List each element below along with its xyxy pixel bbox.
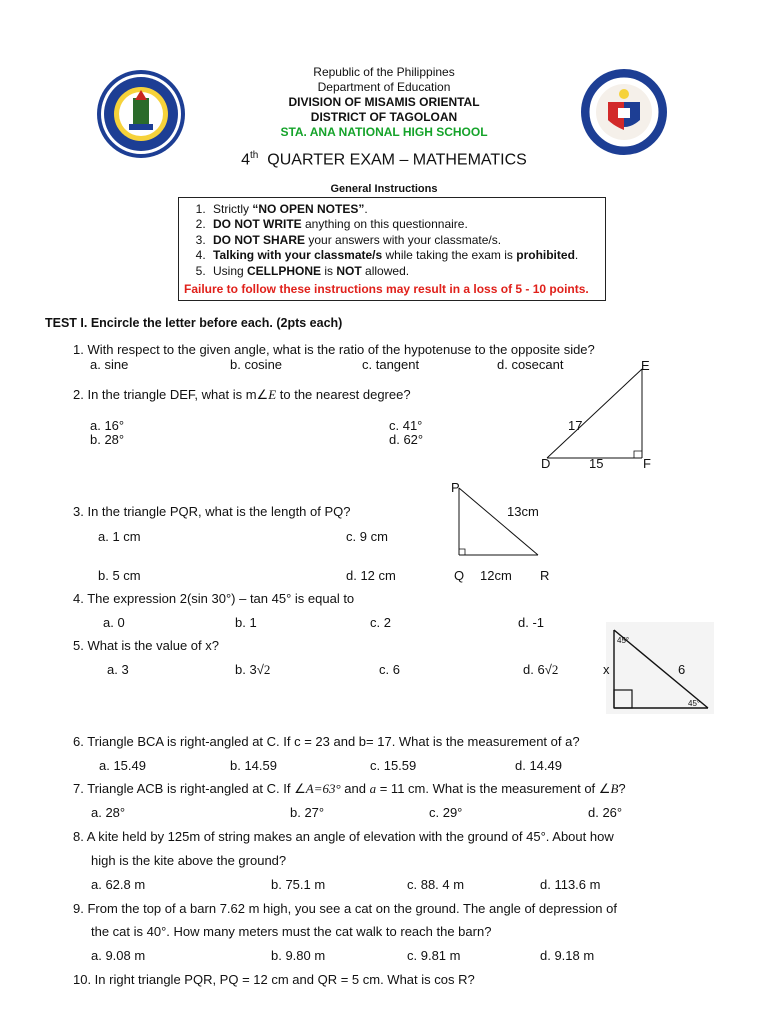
instruction-3: 3. DO NOT SHARE your answers with your classmate/s.	[209, 233, 605, 248]
question-2: 2. In the triangle DEF, what is m∠E to the nearest degree?	[73, 387, 411, 402]
side-label-hypotenuse: 6	[678, 662, 686, 677]
q2-choice-a[interactable]: a. 16°	[90, 418, 125, 433]
q7-choice-a[interactable]: a. 28°	[91, 805, 126, 820]
q6-choice-d[interactable]: d. 14.49	[515, 758, 562, 773]
vertex-label-r: R	[540, 568, 550, 583]
q5-choice-d[interactable]: d. 6√2	[523, 662, 559, 677]
instruction-2: 2. DO NOT WRITE anything on this questionnaire.	[209, 217, 605, 232]
header-division: DIVISION OF MISAMIS ORIENTAL	[288, 95, 480, 109]
instruction-5: 5. Using CELLPHONE is NOT allowed.	[209, 264, 605, 279]
q5-choice-a[interactable]: a. 3	[107, 662, 129, 677]
question-6: 6. Triangle BCA is right-angled at C. If c = 23 and b= 17. What is the measurement of a?	[73, 734, 580, 749]
exam-title	[0, 150, 768, 169]
test-heading: TEST I. Encircle the letter before each. (2pts each)	[45, 316, 343, 330]
q2-choice-b[interactable]: b. 28°	[90, 432, 125, 447]
question-3: 3. In the triangle PQR, what is the length of PQ?	[73, 504, 351, 519]
q1-choice-b[interactable]: b. cosine	[230, 357, 283, 372]
q6-choice-c[interactable]: c. 15.59	[370, 758, 417, 773]
question-9-line-1: 9. From the top of a barn 7.62 m high, you see a cat on the ground. The angle of depression of	[73, 901, 617, 916]
def-base-label: 15	[589, 456, 604, 471]
vertex-label-q: Q	[454, 568, 465, 583]
q1-choice-d[interactable]: d. cosecant	[497, 357, 564, 372]
q7-choice-b[interactable]: b. 27°	[290, 805, 325, 820]
q4-choice-a[interactable]: a. 0	[103, 615, 125, 630]
title-text: QUARTER EXAM – MATHEMATICS	[267, 151, 527, 169]
q2-choice-c[interactable]: c. 41°	[389, 418, 423, 433]
q3-choice-a[interactable]: a. 1 cm	[98, 529, 141, 544]
q2-choice-d[interactable]: d. 62°	[389, 432, 424, 447]
question-8-line-2: high is the kite above the ground?	[91, 853, 287, 868]
q7-choice-d[interactable]: d. 26°	[588, 805, 623, 820]
instructions-heading: General Instructions	[330, 183, 438, 195]
vertex-label-e: E	[641, 358, 650, 373]
def-hypotenuse-label: 17	[568, 418, 583, 433]
q7-choice-c[interactable]: c. 29°	[429, 805, 463, 820]
vertex-label-d: D	[541, 456, 551, 471]
instruction-1: 1. Strictly “NO OPEN NOTES”.	[209, 202, 605, 217]
q8-choice-b[interactable]: b. 75.1 m	[271, 877, 326, 892]
q1-choice-a[interactable]: a. sine	[90, 357, 129, 372]
header-republic: Republic of the Philippines	[313, 65, 455, 79]
header-department: Department of Education	[317, 80, 451, 94]
title-sup: th	[250, 150, 259, 161]
instructions-warning: Failure to follow these instructions may result in a loss of 5 - 10 points.	[184, 282, 589, 296]
side-label-x: x	[603, 662, 610, 677]
q6-choice-a[interactable]: a. 15.49	[99, 758, 146, 773]
vertex-label-p: P	[451, 480, 460, 495]
q3-choice-c[interactable]: c. 9 cm	[346, 529, 388, 544]
q9-choice-d[interactable]: d. 9.18 m	[540, 948, 595, 963]
q5-choice-b[interactable]: b. 3√2	[235, 662, 271, 677]
vertex-label-f: F	[643, 456, 651, 471]
question-5: 5. What is the value of x?	[73, 638, 219, 653]
q8-choice-d[interactable]: d. 113.6 m	[540, 877, 601, 892]
question-7: 7. Triangle ACB is right-angled at C. If ∠A=63° and a = 11 cm. What is the measurement of ∠B?	[73, 781, 626, 796]
header-school-name: STA. ANA NATIONAL HIGH SCHOOL	[280, 125, 488, 139]
instructions-box	[178, 197, 606, 301]
q1-choice-c[interactable]: c. tangent	[362, 357, 420, 372]
q4-choice-d[interactable]: d. -1	[518, 615, 545, 630]
instruction-4: 4. Talking with your classmate/s while taking the exam is prohibited.	[209, 248, 605, 263]
question-1: 1. With respect to the given angle, what is the ratio of the hypotenuse to the opposite side?	[73, 342, 595, 357]
question-4: 4. The expression 2(sin 30°) – tan 45° is equal to	[73, 591, 355, 606]
q3-choice-d[interactable]: d. 12 cm	[346, 568, 396, 583]
q8-choice-a[interactable]: a. 62.8 m	[91, 877, 146, 892]
question-9-line-2: the cat is 40°. How many meters must the cat walk to reach the barn?	[91, 924, 492, 939]
pqr-hypotenuse-label: 13cm	[507, 504, 539, 519]
q9-choice-b[interactable]: b. 9.80 m	[271, 948, 326, 963]
q4-choice-b[interactable]: b. 1	[235, 615, 257, 630]
q6-choice-b[interactable]: b. 14.59	[230, 758, 277, 773]
q4-choice-c[interactable]: c. 2	[370, 615, 391, 630]
q9-choice-a[interactable]: a. 9.08 m	[91, 948, 146, 963]
angle-label-bottom: 45°	[688, 699, 701, 708]
question-10: 10. In right triangle PQR, PQ = 12 cm and QR = 5 cm. What is cos R?	[73, 972, 475, 987]
angle-label-top: 45°	[617, 636, 630, 645]
triangle-pqr-figure	[450, 482, 550, 562]
q8-choice-c[interactable]: c. 88. 4 m	[407, 877, 465, 892]
header-district: DISTRICT OF TAGOLOAN	[310, 110, 458, 124]
title-number: 4	[241, 151, 251, 169]
q3-choice-b[interactable]: b. 5 cm	[98, 568, 141, 583]
q5-choice-c[interactable]: c. 6	[379, 662, 400, 677]
question-8-line-1: 8. A kite held by 125m of string makes an angle of elevation with the ground of 45°. About how	[73, 829, 614, 844]
pqr-base-label: 12cm	[480, 568, 512, 583]
q9-choice-c[interactable]: c. 9.81 m	[407, 948, 461, 963]
